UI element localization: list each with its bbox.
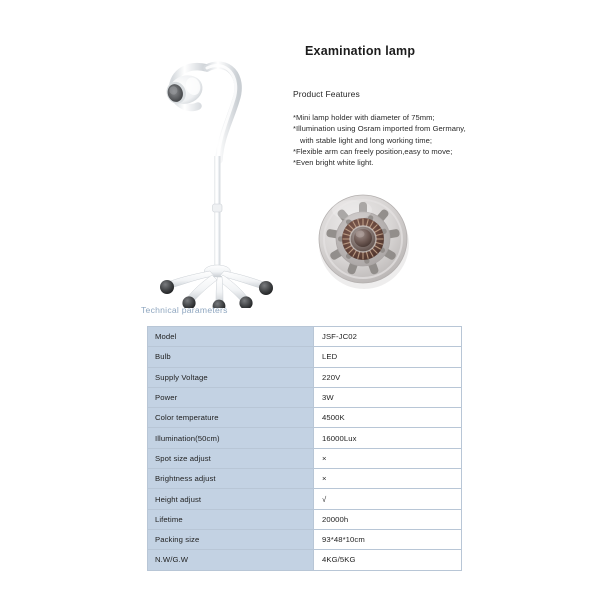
table-row	[148, 489, 462, 509]
spec-value: 4KG/5KG	[314, 550, 462, 570]
examination-lamp-illustration	[140, 28, 290, 308]
spec-label: Bulb	[148, 347, 314, 367]
table-row	[148, 327, 462, 347]
spec-value: 4500K	[314, 408, 462, 428]
spec-label: N.W/G.W	[148, 550, 314, 570]
spec-value-cross: ×	[314, 448, 462, 468]
spec-value: 220V	[314, 367, 462, 387]
spec-value: 93*48*10cm	[314, 529, 462, 549]
feature-item: *Mini lamp holder with diameter of 75mm;	[293, 113, 435, 122]
table-row	[148, 408, 462, 428]
spec-label: Height adjust	[148, 489, 314, 509]
table-row	[148, 347, 462, 367]
spec-label: Packing size	[148, 529, 314, 549]
technical-parameters-table	[147, 326, 462, 571]
table-row	[148, 448, 462, 468]
table-row	[148, 509, 462, 529]
feature-item-continuation: with stable light and long working time;	[300, 135, 433, 145]
technical-parameters-heading: Technical parameters	[141, 305, 228, 315]
table-row	[148, 367, 462, 387]
spec-value: 16000Lux	[314, 428, 462, 448]
page-title: Examination lamp	[305, 44, 416, 58]
table-row	[148, 469, 462, 489]
spec-value-cross: ×	[314, 469, 462, 489]
spec-label: Color temperature	[148, 408, 314, 428]
spec-value: JSF-JC02	[314, 327, 462, 347]
spec-label: Lifetime	[148, 509, 314, 529]
lamp-head-rear-illustration	[312, 186, 416, 292]
spec-label: Spot size adjust	[148, 448, 314, 468]
table-row	[148, 428, 462, 448]
product-info-column	[293, 44, 553, 168]
spec-label: Supply Voltage	[148, 367, 314, 387]
feature-item: *Flexible arm can freely position,easy to move;	[293, 146, 453, 156]
feature-item: *Even bright white light.	[293, 158, 374, 168]
spec-label: Illumination(50cm)	[148, 428, 314, 448]
lamp-head-detail-image	[312, 186, 416, 292]
feature-item: *Illumination using Osram imported from Germany,	[293, 124, 466, 134]
spec-value: LED	[314, 347, 462, 367]
table-row	[148, 529, 462, 549]
spec-label: Power	[148, 387, 314, 407]
product-hero-image	[140, 28, 290, 308]
table-row	[148, 550, 462, 570]
table-body	[148, 327, 462, 571]
features-list	[293, 112, 553, 168]
spec-value: 3W	[314, 387, 462, 407]
table-row	[148, 387, 462, 407]
spec-label: Brightness adjust	[148, 469, 314, 489]
spec-value-check: √	[314, 489, 462, 509]
spec-value: 20000h	[314, 509, 462, 529]
spec-label: Model	[148, 327, 314, 347]
features-heading: Product Features	[293, 89, 360, 99]
